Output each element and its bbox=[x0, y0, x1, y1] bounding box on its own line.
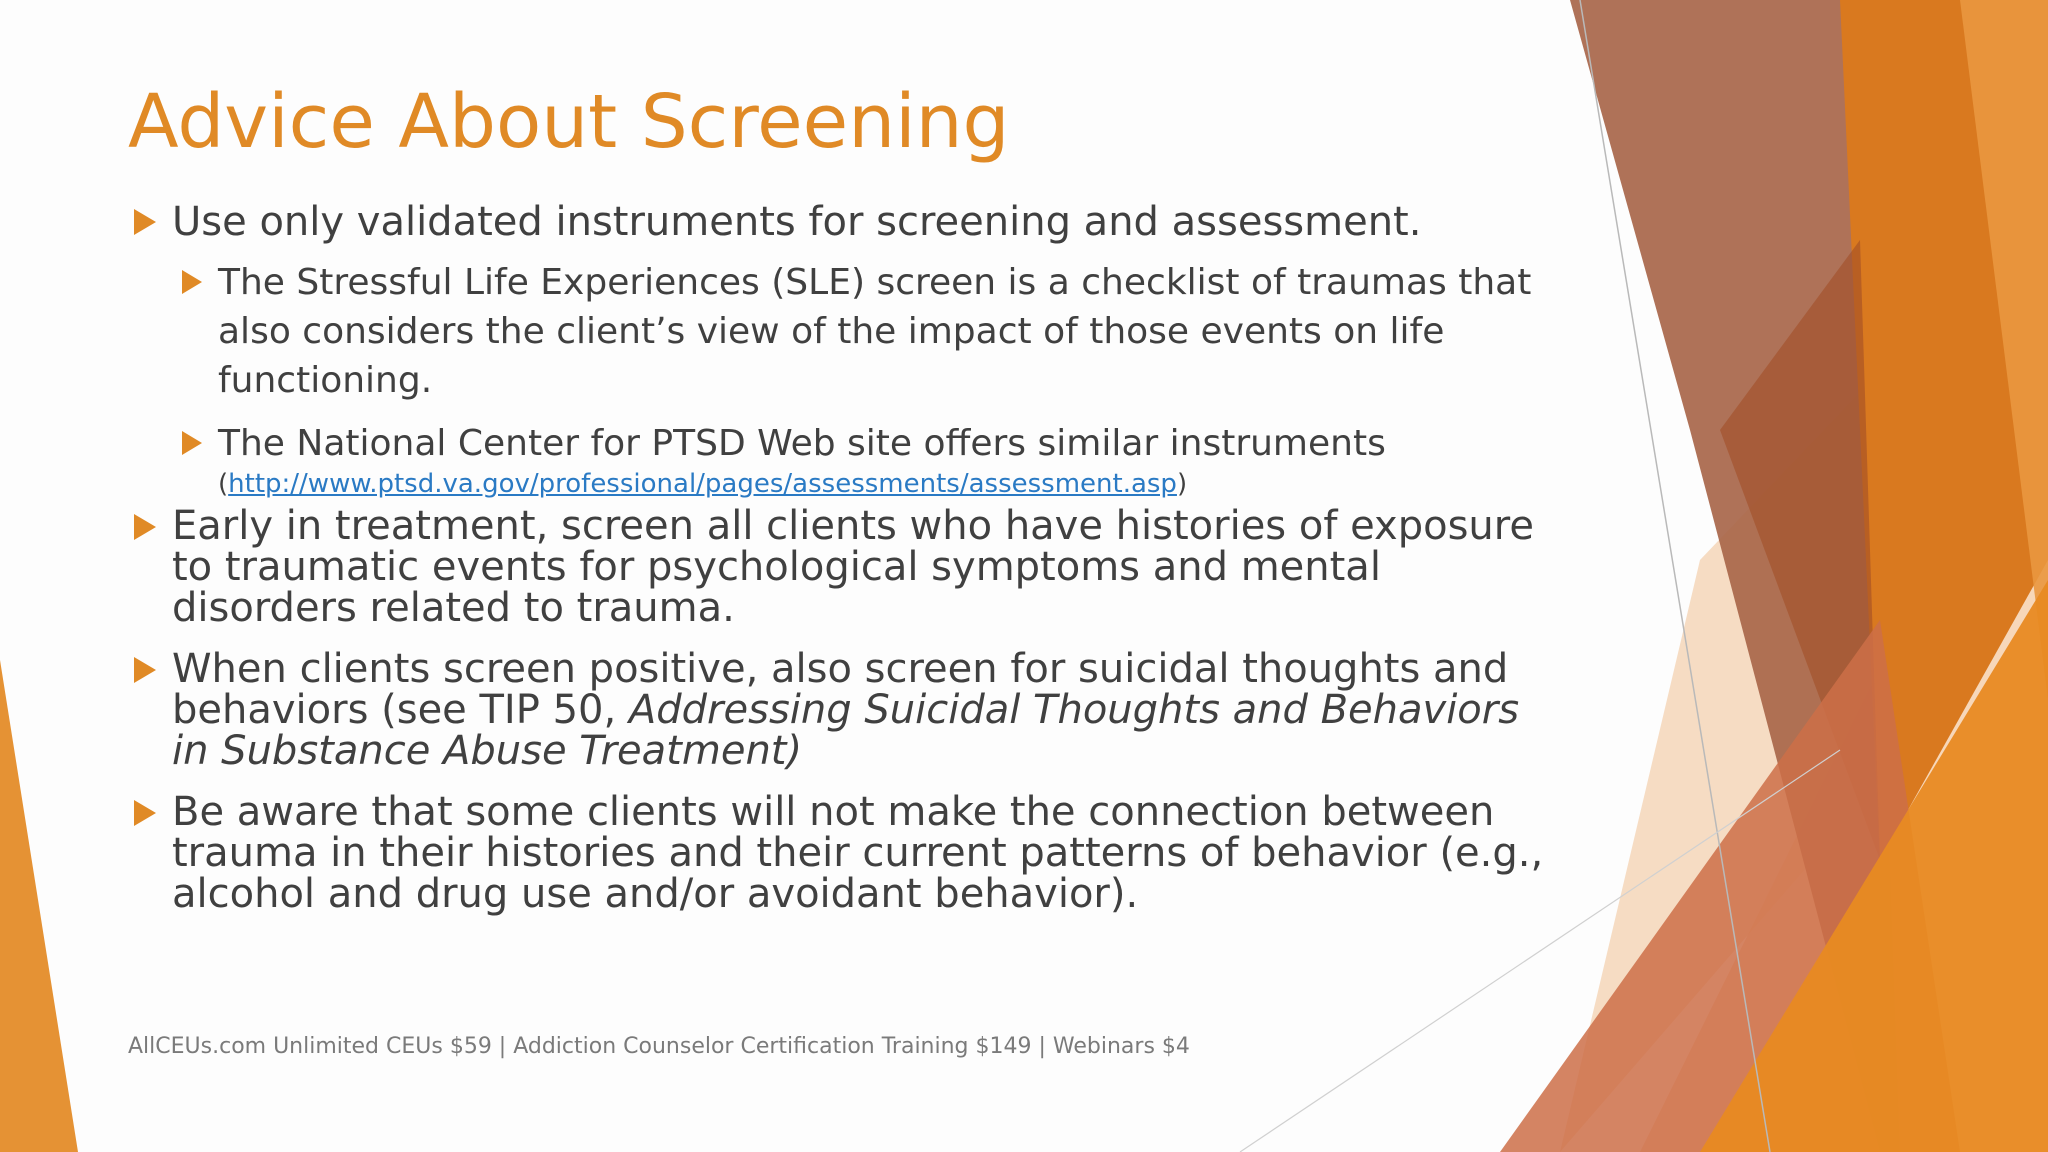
triangle-right-icon bbox=[134, 209, 156, 235]
bullet-list bbox=[128, 192, 1568, 935]
bullet-text: Early in treatment, screen all clients who have histories of exposure to traumatic events for psychological symptoms and mental disorders related to trauma. bbox=[172, 503, 1534, 631]
triangle-right-icon bbox=[134, 657, 156, 683]
triangle-right-icon bbox=[134, 800, 156, 826]
sub-bullet-item bbox=[178, 419, 1568, 500]
sub-bullet-item bbox=[178, 258, 1568, 405]
triangle-right-icon bbox=[182, 431, 202, 455]
bullet-item bbox=[128, 789, 1568, 917]
slide-footer: AllCEUs.com Unlimited CEUs $59 | Addiction Counselor Certification Training $149 | Webinars $4 bbox=[128, 1034, 1190, 1059]
paren-open: ( bbox=[218, 469, 229, 499]
bullet-item bbox=[128, 192, 1568, 252]
sub-bullet-text: The National Center for PTSD Web site offers similar instruments bbox=[218, 423, 1386, 464]
bullet-text: Be aware that some clients will not make the connection between trauma in their histories and their current patterns of behavior (e.g., alcohol and drug use and/or avoidant behavior). bbox=[172, 789, 1544, 917]
sub-bullet-text: The Stressful Life Experiences (SLE) screen is a checklist of traumas that also considers the client’s view of the impact of those events on life functioning. bbox=[218, 262, 1532, 401]
left-orange-shape bbox=[0, 660, 78, 1152]
slide-title: Advice About Screening bbox=[128, 79, 1010, 165]
triangle-right-icon bbox=[134, 514, 156, 540]
bullet-text: When clients screen positive, also screen for suicidal thoughts and behaviors (see TIP 50, bbox=[172, 646, 1509, 733]
bullet-text: Use only validated instruments for screening and assessment. bbox=[172, 199, 1422, 245]
paren-close: ) bbox=[1176, 469, 1188, 499]
link-line bbox=[218, 468, 1568, 500]
bullet-item bbox=[128, 646, 1568, 774]
ptsd-assessment-link[interactable]: http://www.ptsd.va.gov/professional/pages/assessments/assessment.asp bbox=[228, 469, 1177, 499]
bullet-item bbox=[128, 503, 1568, 631]
triangle-right-icon bbox=[182, 270, 202, 294]
tip-50-title: Addressing Suicidal Thoughts and Behaviors in Substance Abuse Treatment) bbox=[172, 687, 1520, 774]
